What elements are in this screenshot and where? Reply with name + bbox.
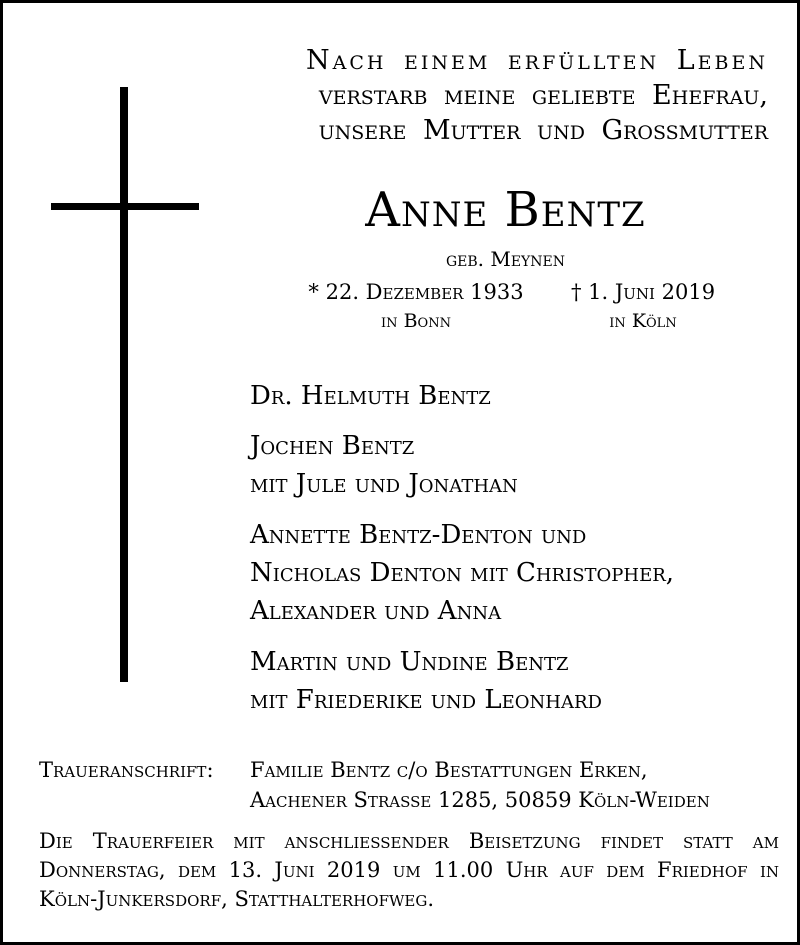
family-line: Martin und Undine Bentz [250, 647, 569, 677]
death-place: in Köln [609, 310, 677, 332]
family-list [250, 377, 790, 732]
address-line: Familie Bentz c/o Bestattungen Erken, [250, 758, 648, 782]
intro-line: unsere Mutter und Grossmutter [318, 115, 768, 146]
family-line: mit Friederike und Leonhard [250, 685, 602, 715]
family-line: Dr. Helmuth Bentz [250, 381, 491, 411]
family-line: Alexander und Anna [250, 596, 502, 626]
family-group [250, 643, 790, 719]
family-group [250, 427, 790, 503]
birth-date: * 22. Dezember 1933 [308, 280, 524, 304]
birth-place: in Bonn [381, 310, 451, 332]
ceremony-notice [39, 827, 779, 914]
cross-vertical-bar [120, 87, 128, 682]
maiden-name: geb. Meynen [445, 247, 566, 271]
family-line: Jochen Bentz [250, 431, 415, 461]
death-date: † 1. Juni 2019 [570, 280, 716, 304]
intro-line: verstarb meine geliebte Ehefrau, [318, 80, 768, 111]
deceased-name: Anne Bentz [365, 182, 646, 238]
family-group [250, 516, 790, 630]
cross-horizontal-bar [51, 203, 199, 210]
ceremony-line: Die Trauerfeier mit anschliessender Beisetzung findet statt am [39, 829, 779, 853]
address-label: Traueranschrift: [39, 758, 214, 782]
ceremony-line: Donnerstag, dem 13. Juni 2019 um 11.00 Uhr auf dem Friedhof in [39, 858, 779, 882]
birth-info [291, 278, 541, 336]
death-info [548, 278, 738, 336]
family-line: Nicholas Denton mit Christopher, [250, 558, 675, 588]
family-group [250, 377, 790, 415]
family-line: mit Jule und Jonathan [250, 469, 518, 499]
intro-text [243, 43, 768, 148]
intro-line: Nach einem erfüllten Leben [305, 45, 768, 76]
address-line: Aachener Strasse 1285, 50859 Köln-Weiden [250, 788, 710, 812]
family-line: Annette Bentz-Denton und [250, 520, 587, 550]
ceremony-line: Köln-Junkersdorf, Statthalterhofweg. [39, 887, 435, 911]
